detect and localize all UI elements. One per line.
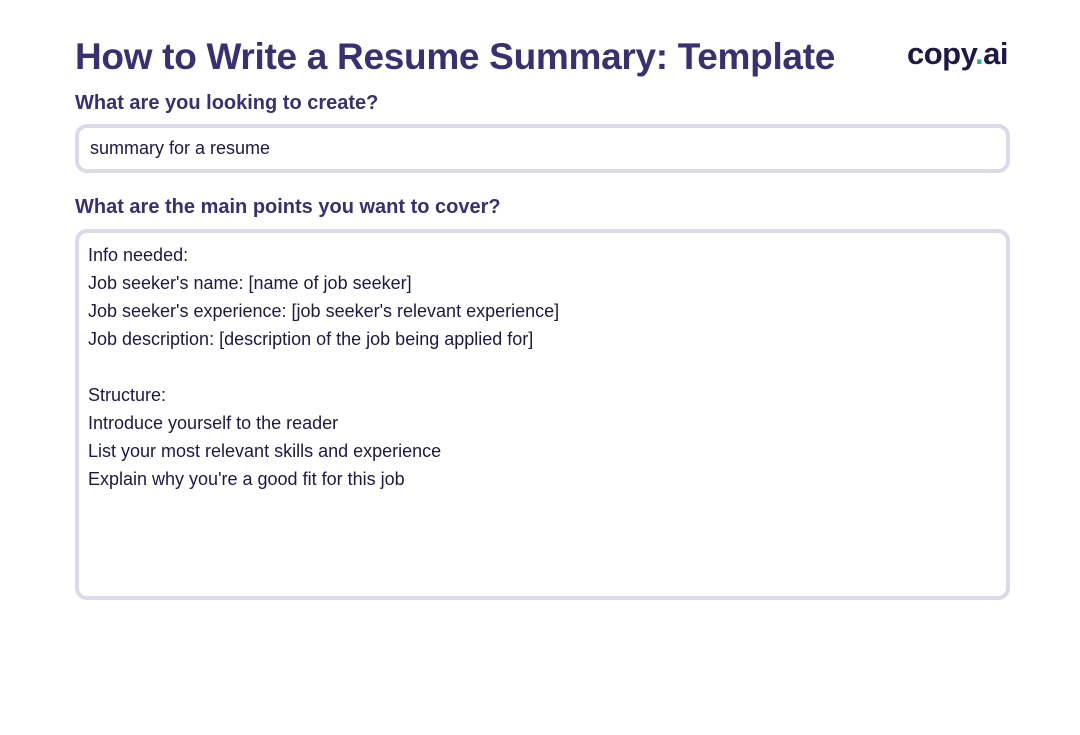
- points-field-label: What are the main points you want to cover?: [75, 196, 501, 218]
- create-input-value: summary for a resume: [90, 138, 271, 158]
- points-line: Structure:: [88, 385, 167, 405]
- points-line: [88, 353, 1006, 381]
- create-field-label: What are you looking to create?: [75, 92, 379, 114]
- points-line: Introduce yourself to the reader: [88, 413, 339, 433]
- points-line: List your most relevant skills and experience: [88, 441, 442, 461]
- points-line: Job seeker's name: [name of job seeker]: [88, 273, 412, 293]
- logo-dot: .: [975, 36, 984, 71]
- create-input[interactable]: [75, 124, 1010, 173]
- logo-text: copy: [906, 36, 976, 71]
- logo-suffix: ai: [983, 36, 1008, 71]
- points-line: Info needed:: [88, 245, 189, 265]
- points-line: Job description: [description of the job being applied for]: [88, 329, 534, 349]
- copy-ai-logo: [907, 36, 1008, 72]
- page-title: How to Write a Resume Summary: Template: [75, 36, 836, 77]
- points-line: Explain why you're a good fit for this job: [88, 469, 405, 489]
- points-line: Job seeker's experience: [job seeker's relevant experience]: [88, 301, 560, 321]
- points-textarea[interactable]: [75, 229, 1010, 600]
